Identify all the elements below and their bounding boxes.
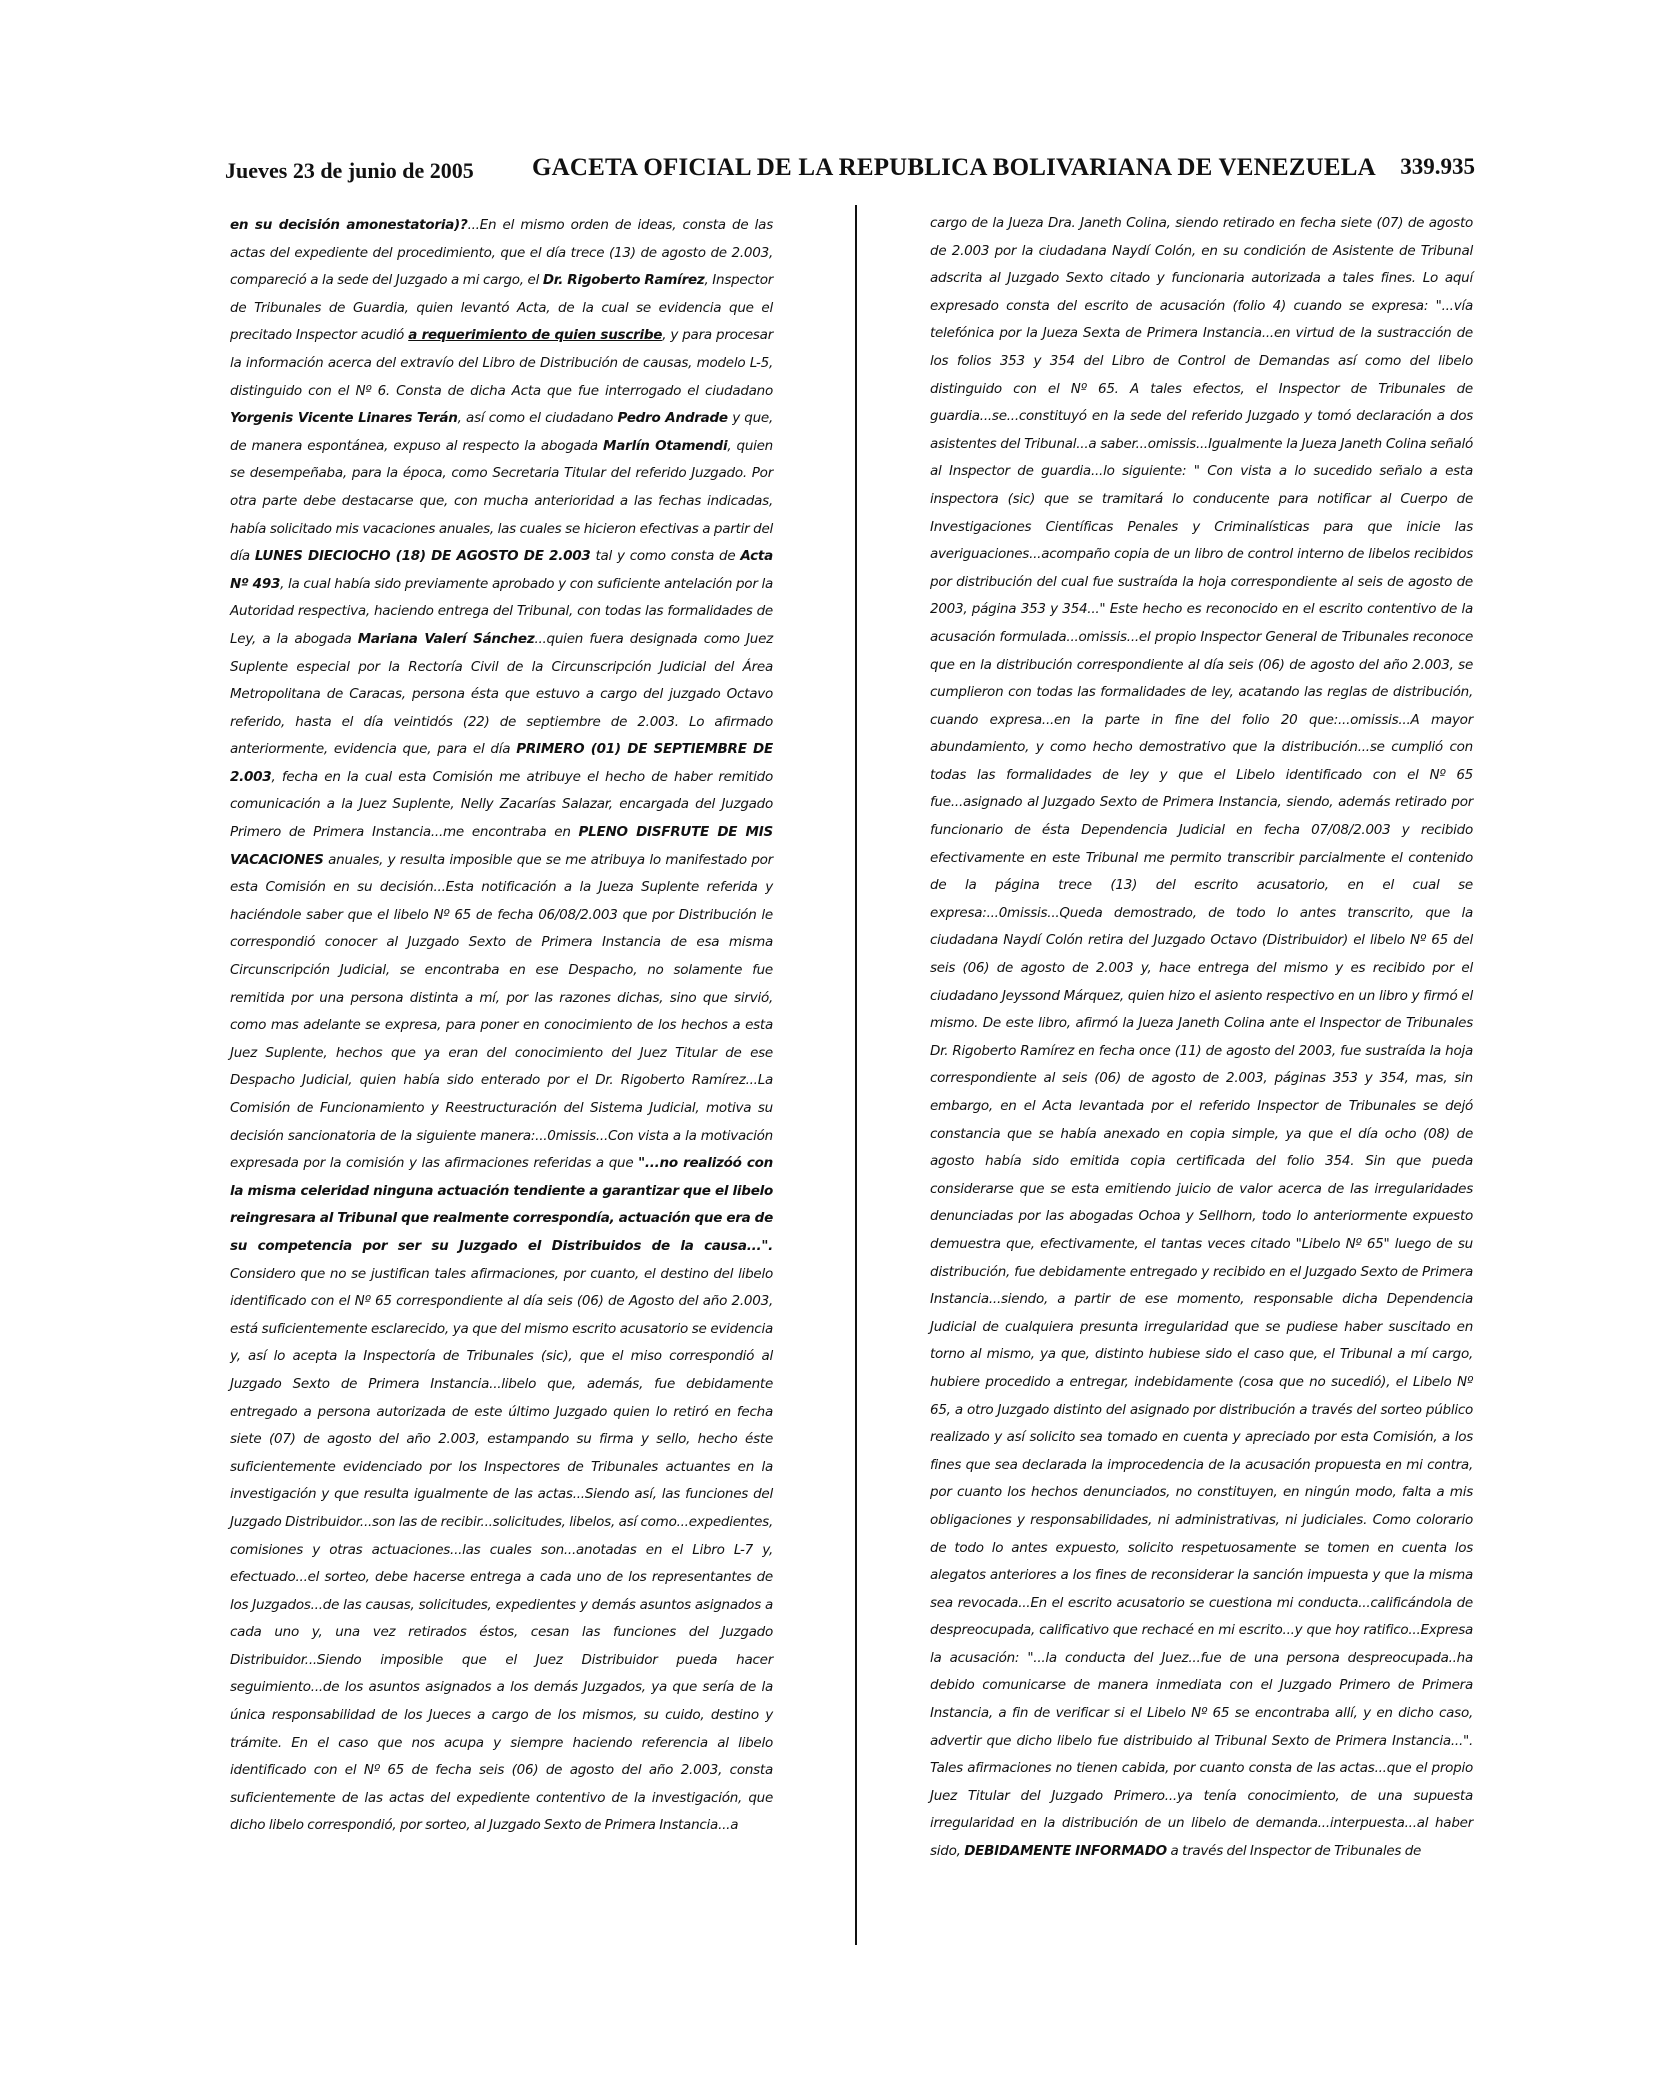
left-column-run: Acta Nº 493 bbox=[230, 548, 773, 592]
left-column-run: a requerimiento de quien suscribe bbox=[408, 327, 663, 344]
left-column-run: , la cual había sido previamente aprobado y con suficiente antelación por la Autoridad respectiva, haciendo entrega del Tribunal, con todas las formalidades de Ley, a la abogada bbox=[230, 575, 774, 647]
left-column-run: Pedro Andrade bbox=[617, 410, 728, 427]
left-column-run: Mariana Valerí Sánchez bbox=[357, 630, 535, 647]
left-column-run: , así como el ciudadano bbox=[457, 410, 618, 427]
gazette-title: GACETA OFICIAL DE LA REPUBLICA BOLIVARIANA DE VENEZUELA bbox=[532, 154, 1376, 181]
page-number: 339.935 bbox=[1400, 154, 1475, 179]
left-column-run: Yorgenis Vicente Linares Terán bbox=[230, 410, 458, 427]
left-column-run: PLENO DISFRUTE DE MIS VACACIONES bbox=[230, 824, 773, 868]
right-text-column bbox=[930, 210, 1473, 1866]
column-divider bbox=[855, 205, 857, 1945]
left-column-run: "...no realizóó con la misma celeridad ninguna actuación tendiente a garantizar que el libelo reingresara al Tribunal que realmente correspondía, actuación que era de su competencia por ser su Juzgado el Distribuidos de la causa...". bbox=[230, 1155, 773, 1254]
left-text-column bbox=[230, 212, 773, 1840]
left-column-run: , quien se desempeñaba, para la época, como Secretaria Titular del referido Juzgado. Por otra parte debe destacarse que, con mucha anterioridad a las fechas indicadas, había solicitado mis vacaciones anuales, las cuales se hicieron efectivas a partir del día bbox=[230, 437, 773, 565]
left-column-run: Considero que no se justifican tales afirmaciones, por cuanto, el destino del libelo identificado con el Nº 65 correspondiente al día seis (06) de Agosto del año 2.003, está suficientemente esclarecido, ya que del mismo escrito acusatorio se evidencia y, así lo acepta la Inspectoría de Tribunales (sic), que el miso correspondió al Juzgado Sexto de Primera Instancia...libelo que, además, fue debidamente entregado a persona autorizada de este último Juzgado quien lo retiró en fecha siete (07) de agosto del año 2.003, estampando su firma y sello, hecho éste suficientemente evidenciado por los Inspectores de Tribunales actuantes en la investigación y que resulta igualmente de las actas...Siendo así, las funciones del Juzgado Distribuidor...son las de recibir...solicitudes, libelos, así como...expedientes, comisiones y otras actuaciones...las cuales son...anotadas en el Libro L-7 y, efectuado...el sorteo, debe hacerse entrega a cada uno de los representantes de los Juzgados...de las causas, solicitudes, expedientes y demás asuntos asignados a cada uno y, una vez retirados éstos, cesan las funciones del Juzgado Distribuidor...Siendo imposible que el Juez Distribuidor pueda hacer seguimiento...de los asuntos asignados a los demás Juzgados, ya que sería de la única responsabilidad de los Jueces a cargo de los mismos, su cuido, destino y trámite. En el caso que nos acupa y siempre haciendo referencia al libelo identificado con el Nº 65 de fecha seis (06) de agosto del año 2.003, consta suficientemente de las actas del expediente contentivo de la investigación, que dicho libelo correspondió, por sorteo, al Juzgado Sexto de Primera Instancia...a bbox=[230, 1265, 773, 1834]
left-column-run: LUNES DIECIOCHO (18) DE AGOSTO DE 2.003 bbox=[254, 548, 591, 565]
page-header bbox=[225, 150, 1475, 190]
right-column-run: cargo de la Jueza Dra. Janeth Colina, siendo retirado en fecha siete (07) de agosto de 2.003 por la ciudadana Naydí Colón, en su condición de Asistente de Tribunal adscrita al Juzgado Sexto citado y funcionaria autorizada a tales fines. Lo aquí expresado consta del escrito de acusación (folio 4) cuando se expresa: "...vía telefónica por la Jueza Sexta de Primera Instancia...en virtud de la sustracción de los folios 353 y 354 del Libro de Control de Demandas así como del libelo distinguido con el Nº 65. A tales efectos, el Inspector de Tribunales de guardia...se...constituyó en la sede del referido Juzgado y tomó declaración a dos asistentes del Tribunal...a saber...omissis...Igualmente la Jueza Janeth Colina señaló al Inspector de guardia...lo siguiente: " Con vista a lo sucedido señalo a esta inspectora (sic) que se tramitará lo conducente para notificar al Cuerpo de Investigaciones Científicas Penales y Criminalísticas para que inicie las averiguaciones...acompaño copia de un libro de control interno de libelos recibidos por distribución del cual fue sustraída la hoja correspondiente al seis de agosto de 2003, página 353 y 354..." Este hecho es reconocido en el escrito contentivo de la acusación formulada...omissis...el propio Inspector General de Tribunales reconoce que en la distribución correspondiente al día seis (06) de agosto del año 2.003, se cumplieron con todas las formalidades de ley, acatando las reglas de distribución, cuando expresa...en la parte in fine del folio 20 que:...omissis...A mayor abundamiento, y como hecho demostrativo que la distribución...se cumplió con todas las formalidades de ley y que el Libelo identificado con el Nº 65 fue...asignado al Juzgado Sexto de Primera Instancia, siendo, además retirado por funcionario de ésta Dependencia Judicial en fecha 07/08/2.003 y recibido efectivamente en este Tribunal me permito transcribir parcialmente el contenido de la página trece (13) del escrito acusatorio, en el cual se expresa:...0missis...Queda demostrado, de todo lo antes transcrito, que la ciudadana Naydí Colón retira del Juzgado Octavo (Distribuidor) el libelo Nº 65 del seis (06) de agosto de 2.003 y, hace entrega del mismo y es recibido por el ciudadano Jeyssond Márquez, quien hizo el asiento respectivo en un libro y firmó el mismo. De este libro, afirmó la Jueza Janeth Colina ante el Inspector de Tribunales Dr. Rigoberto Ramírez en fecha once (11) de agosto del 2003, fue sustraída la hoja correspondiente al seis (06) de agosto de 2.003, páginas 353 y 354, mas, sin embargo, en el Acta levantada por el referido Inspector de Tribunales se dejó constancia que se había anexado en copia simple, ya que el día ocho (08) de agosto había sido emitida copia certificada del folio 354. Sin que pueda considerarse que se esta emitiendo juicio de valor acerca de las irregularidades denunciadas por las abogadas Ochoa y Sellhorn, todo lo anteriormente expuesto demuestra que, efectivamente, el tantas veces citado "Libelo Nº 65" luego de su distribución, fue debidamente entregado y recibido en el Juzgado Sexto de Primera Instancia...siendo, a partir de ese momento, responsable dicha Dependencia Judicial de cualquiera presunta irregularidad que se pudiese haber suscitado en torno al mismo, ya que, distinto hubiese sido el caso que, el Tribunal a mí cargo, hubiere procedido a entregar, indebidamente (cosa que no sucedió), el Libelo Nº 65, a otro Juzgado distinto del asignado por distribución a través del sorteo público realizado y así solicito sea tomado en cuenta y apreciado por esta Comisión, a los fines que sea declarada la improcedencia de la acusación propuesta en mi contra, por cuanto los hechos denunciados, no constituyen, en ningún modo, falta a mis obligaciones y responsabilidades, ni administrativas, ni judiciales. Como colorario de todo lo antes expuesto, solicito respetuosamente se tomen en cuenta los alegatos anteriores a los fines de reconsiderar la sanción impuesta y que la misma sea revocada...En el escrito acusatorio se cuestiona mi conducta...calificándola de despreocupada, calificativo que rechacé en mi escrito...y que hoy ratifico...Expresa la acusación: "...la conducta del Juez...fue de una persona despreocupada..ha debido comunicarse de manera inmediata con el Juzgado Primero de Primera Instancia, a fin de verificar si el Libelo Nº 65 se encontraba allí, y en dicho caso, advertir que dicho libelo fue distribuido al Tribunal Sexto de Primera Instancia...". Tales afirmaciones no tienen cabida, por cuanto consta de las actas...que el propio Juez Titular del Juzgado Primero...ya tenía conocimiento, de una supuesta irregularidad en la distribución de un libelo de demanda...interpuesta...al haber sido, bbox=[930, 215, 1473, 1860]
left-column-run: , y para procesar la información acerca del extravío del Libro de Distribución de causas, modelo L-5, distinguido con el Nº 6. Consta de dicha Acta que fue interrogado el ciudadano bbox=[230, 327, 773, 399]
left-column-run: en su decisión amonestatoria)? bbox=[230, 217, 468, 233]
left-column-run: tal y como consta de bbox=[590, 548, 741, 565]
left-column-run: Dr. Rigoberto Ramírez bbox=[542, 272, 705, 289]
left-column-run: Marlín Otamendi bbox=[603, 437, 728, 454]
left-column-run: ...En el mismo orden de ideas, consta de las actas del expediente del procedimiento, que el día trece (13) de agosto de 2.003, compareció a la sede del Juzgado a mi cargo, el bbox=[230, 217, 773, 289]
left-column-run: , Inspector de Tribunales de Guardia, quien levantó Acta, de la cual se evidencia que el precitado Inspector acudió bbox=[230, 272, 773, 344]
left-column-run: anuales, y resulta imposible que se me atribuya lo manifestado por esta Comisión en su decisión...Esta notificación a la Jueza Suplente referida y haciéndole saber que el libelo Nº 65 de fecha 06/08/2.003 que por Distribución le correspondió conocer al Juzgado Sexto de Primera Instancia de esa misma Circunscripción Judicial, se encontraba en ese Despacho, no solamente fue remitida por una persona distinta a mí, por las razones dichas, sino que sirvió, como mas adelante se expresa, para poner en conocimiento de los hechos a esta Juez Suplente, hechos que ya eran del conocimiento del Juez Titular de ese Despacho Judicial, quien había sido enterado por el Dr. Rigoberto Ramírez...La Comisión de Funcionamiento y Reestructuración del Sistema Judicial, motiva su decisión sancionatoria de la siguiente manera:...0missis...Con vista a la motivación expresada por la comisión y las afirmaciones referidas a que bbox=[230, 851, 773, 1172]
issue-date: Jueves 23 de junio de 2005 bbox=[225, 158, 474, 183]
left-column-run: ...quien fuera designada como Juez Suplente especial por la Rectoría Civil de la Circunscripción Judicial del Área Metropolitana de Caracas, persona ésta que estuvo a cargo del juzgado Octavo referido, hasta el día veintidós (22) de septiembre de 2.003. Lo afirmado anteriormente, evidencia que, para el día bbox=[230, 630, 774, 758]
right-column-run: a través del Inspector de Tribunales de bbox=[1166, 1843, 1422, 1860]
left-column-run: , fecha en la cual esta Comisión me atribuye el hecho de haber remitido comunicación a la Juez Suplente, Nelly Zacarías Salazar, encargada del Juzgado Primero de Primera Instancia...me encontraba en bbox=[230, 768, 773, 841]
left-column-run: PRIMERO (01) DE SEPTIEMBRE DE 2.003 bbox=[230, 741, 773, 785]
right-column-run: DEBIDAMENTE INFORMADO bbox=[964, 1843, 1167, 1860]
left-column-run: y que, de manera espontánea, expuso al respecto la abogada bbox=[230, 410, 774, 454]
